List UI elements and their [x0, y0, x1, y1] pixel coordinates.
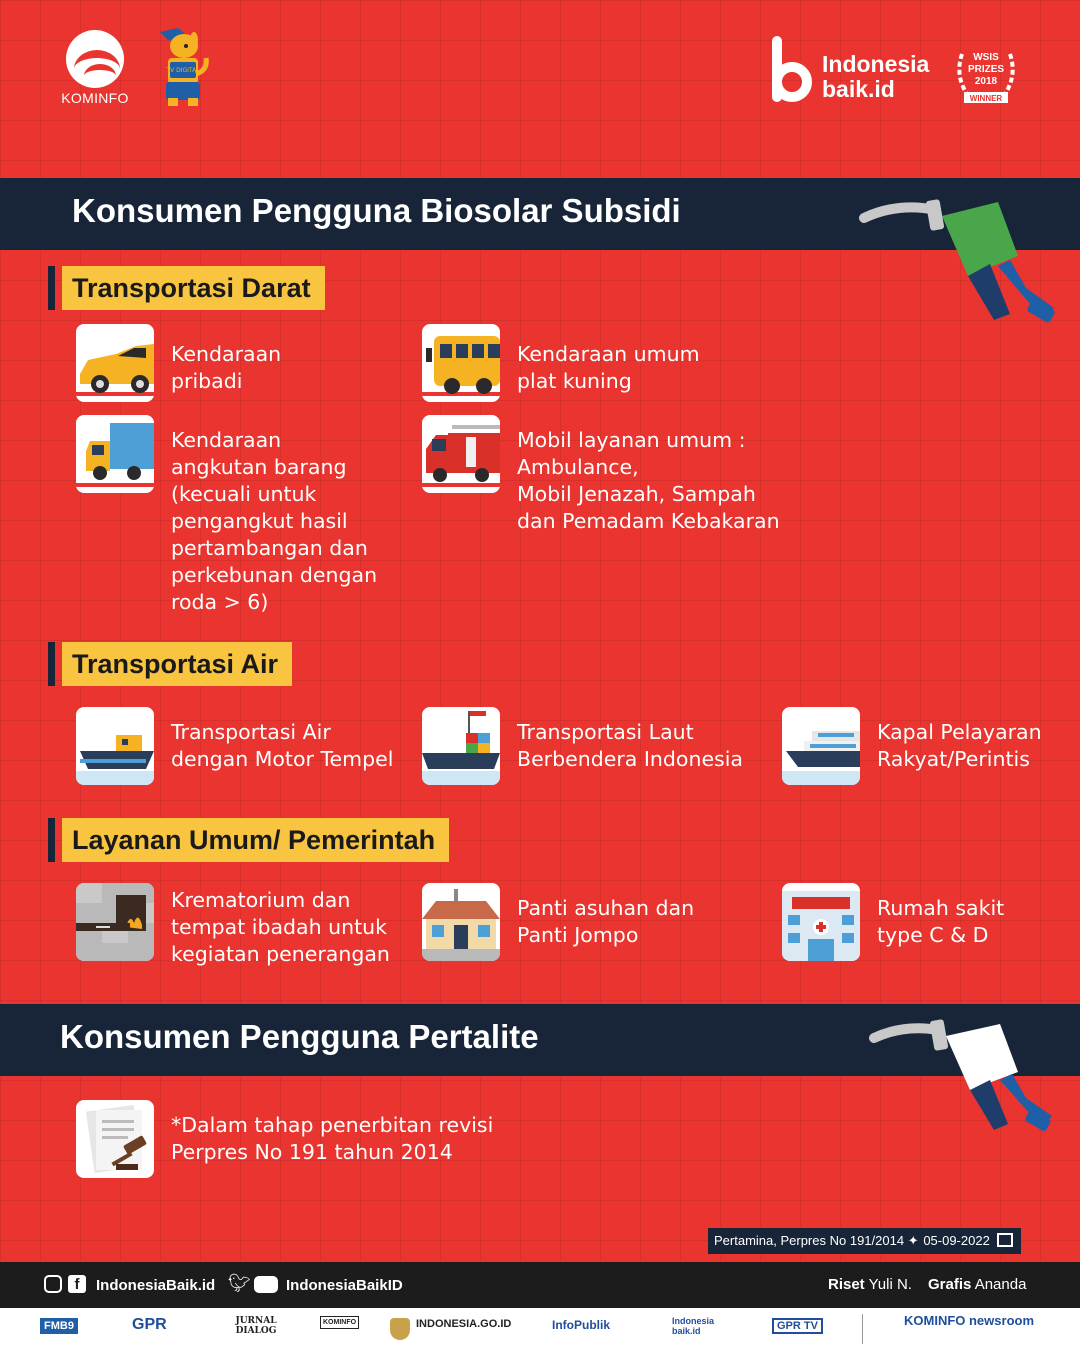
partner-kominfo-newsroom: KOMINFO newsroom [904, 1313, 1035, 1328]
kominfo-emblem-icon [66, 30, 124, 88]
grafis-label: Grafis [928, 1276, 972, 1293]
pointer-icon: ✦ [907, 1233, 919, 1248]
source-text: Pertamina, Perpres No 191/2014 [714, 1233, 905, 1248]
partner-gpr: GPR [132, 1316, 167, 1333]
partner-kominfo-box: KOMINFO [320, 1316, 359, 1329]
item-transportasi-laut: Transportasi Laut Berbendera Indonesia [517, 720, 743, 771]
hospital-tile [782, 883, 860, 961]
riset-label: Riset [828, 1276, 865, 1293]
bus-tile [422, 324, 500, 402]
garuda-icon [390, 1318, 410, 1340]
riset-name: Yuli N. [868, 1276, 912, 1293]
item-kendaraan-umum: Kendaraan umum plat kuning [517, 342, 700, 393]
cargo-ship-tile [422, 707, 500, 785]
credit-grafis [928, 1276, 1026, 1293]
item-kendaraan-angkutan: Kendaraan angkutan barang (kecuali untuk pengangkut hasil pertambangan dan perkebunan dengan roda > 6) [171, 428, 378, 614]
subhead-marker [48, 642, 55, 686]
source-box [708, 1228, 1021, 1254]
kominfo-logo [52, 30, 138, 110]
motorboat-tile [76, 707, 154, 785]
hospital-icon [782, 883, 860, 961]
item-kendaraan-pribadi: Kendaraan pribadi [171, 342, 282, 393]
item-motor-tempel: Transportasi Air dengan Motor Tempel [171, 720, 394, 771]
car-tile [76, 324, 154, 402]
car-icon [76, 324, 154, 402]
section1-title: Konsumen Pengguna Biosolar Subsidi [72, 192, 681, 229]
award-line1: WSIS [973, 52, 999, 63]
document-tile [76, 1100, 154, 1178]
partner-infopublik: InfoPublik [552, 1318, 610, 1332]
cargo-ship-icon [422, 707, 500, 785]
crematorium-icon [76, 883, 154, 961]
award-line2: PRIZES [967, 64, 1005, 75]
bus-icon [422, 324, 500, 402]
social-handle-2[interactable]: IndonesiaBaikID [286, 1277, 403, 1294]
document-gavel-icon [76, 1100, 154, 1178]
brand-line1: Indonesia [822, 51, 930, 77]
partner-divider [862, 1314, 863, 1344]
date-text: 05-09-2022 [923, 1233, 990, 1248]
wsis-award-icon [952, 44, 1020, 114]
subhead-transportasi-darat: Transportasi Darat [62, 266, 325, 310]
item-rumah-sakit: Rumah sakit type C & D [877, 896, 1005, 947]
item-panti: Panti asuhan dan Panti Jompo [517, 896, 695, 947]
credit-riset [828, 1276, 912, 1293]
partner-bar [0, 1308, 1080, 1350]
twitter-icon[interactable]: 🐦︎ [228, 1273, 251, 1294]
house-tile [422, 883, 500, 961]
item-krematorium: Krematorium dan tempat ibadah untuk kegiatan penerangan [171, 888, 390, 966]
pertalite-note: *Dalam tahap penerbitan revisi Perpres No 191 tahun 2014 [171, 1113, 494, 1164]
indonesiabaik-logo [768, 32, 948, 108]
tv-digital-mascot-icon [148, 24, 210, 108]
indonesiabaik-b-icon [768, 32, 814, 106]
fire-truck-icon [422, 415, 500, 493]
social-bar [0, 1262, 1080, 1308]
fire-truck-tile [422, 415, 500, 493]
facebook-icon[interactable]: f [68, 1275, 86, 1293]
partner-gpr-tv: GPR TV [772, 1318, 823, 1334]
partner-fmb9: FMB9 [40, 1318, 78, 1334]
partner-jurnal-dialog: JURNAL DIALOG [235, 1316, 277, 1336]
item-kapal-pelayaran: Kapal Pelayaran Rakyat/Perintis [877, 720, 1042, 771]
truck-icon [76, 415, 154, 493]
kominfo-label: KOMINFO [61, 90, 129, 106]
crematorium-tile [76, 883, 154, 961]
house-icon [422, 883, 500, 961]
subhead-transportasi-air: Transportasi Air [62, 642, 292, 686]
award-line4: WINNER [969, 94, 1003, 103]
partner-indonesia-go-id: INDONESIA.GO.ID [416, 1318, 512, 1330]
passenger-ship-tile [782, 707, 860, 785]
youtube-icon[interactable] [254, 1276, 278, 1293]
item-mobil-layanan: Mobil layanan umum : Ambulance, Mobil Jenazah, Sampah dan Pemadam Kebakaran [517, 428, 780, 533]
subhead-marker [48, 818, 55, 862]
fuel-nozzle-white-icon [868, 1016, 1058, 1140]
instagram-icon[interactable] [44, 1275, 62, 1293]
motorboat-icon [76, 707, 154, 785]
subhead-marker [48, 266, 55, 310]
subhead-layanan-umum: Layanan Umum/ Pemerintah [62, 818, 449, 862]
calendar-icon [997, 1233, 1013, 1247]
section2-title: Konsumen Pengguna Pertalite [60, 1018, 539, 1055]
passenger-ship-icon [782, 707, 860, 785]
award-line3: 2018 [974, 76, 998, 87]
fuel-nozzle-green-icon [858, 196, 1058, 332]
grafis-name: Ananda [974, 1276, 1027, 1293]
social-handle-1[interactable]: IndonesiaBaik.id [96, 1277, 216, 1294]
partner-indonesiabaik: Indonesia baik.id [672, 1316, 715, 1336]
truck-tile [76, 415, 154, 493]
brand-line2: baik.id [822, 76, 895, 102]
mascot-label: TV DIGITAL [166, 67, 200, 74]
